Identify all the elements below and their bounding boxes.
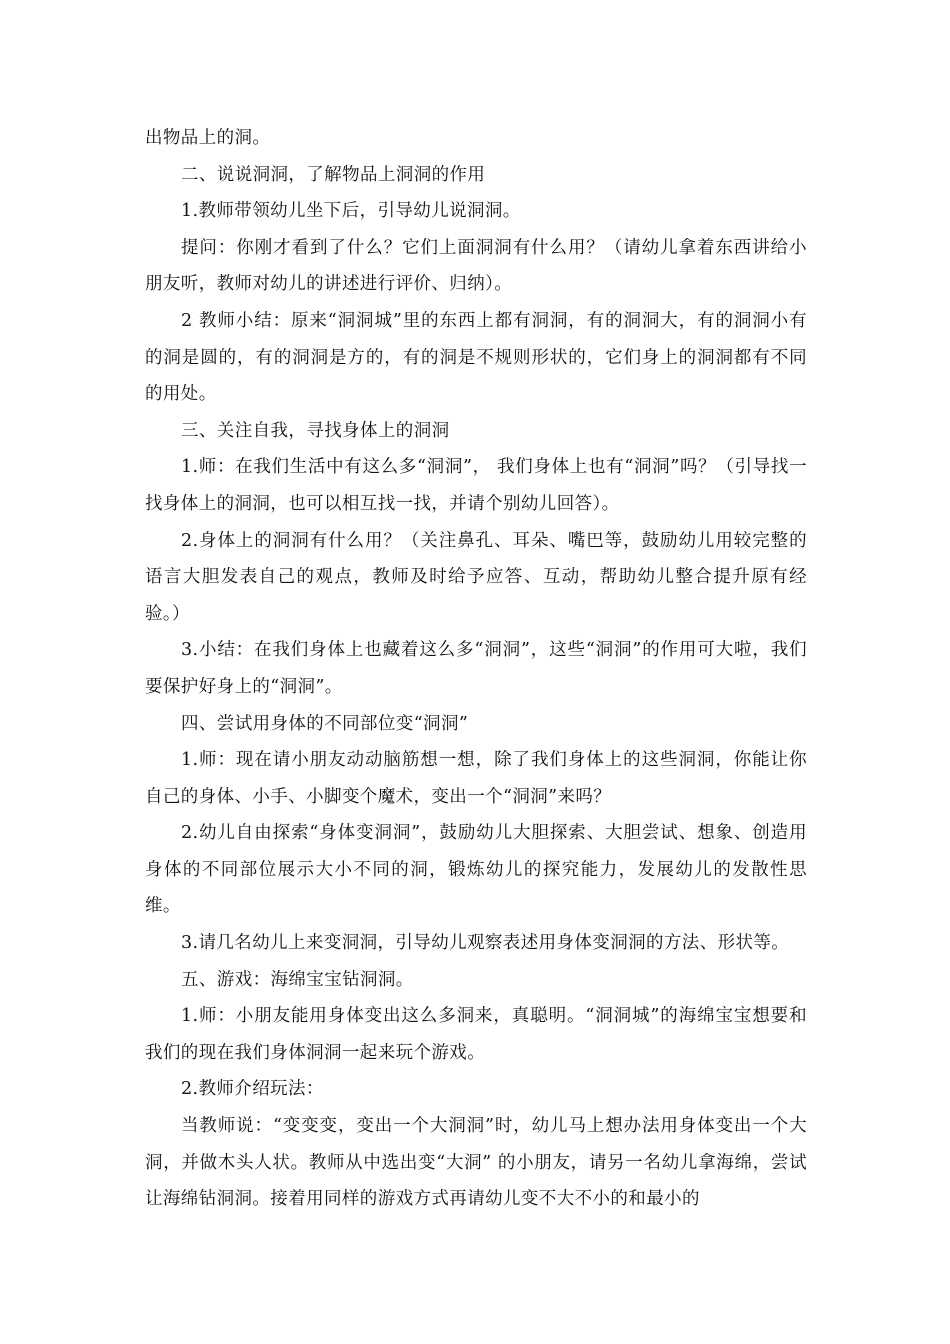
paragraph: 1.教师带领幼儿坐下后，引导幼儿说洞洞。 <box>181 201 521 222</box>
paragraph: 1.师：小朋友能用身体变出这么多洞来，真聪明。“洞洞城”的海绵宝宝想要和我们的现在我们身体洞洞一起来玩个游戏。 <box>145 1006 807 1063</box>
paragraph: 2 教师小结：原来“洞洞城”里的东西上都有洞洞，有的洞洞大，有的洞洞小有的洞是圆的，有的洞洞是方的，有的洞是不规则形状的，它们身上的洞洞都有不同的用处。 <box>145 310 807 405</box>
section-heading-4: 四、尝试用身体的不同部位变“洞洞” <box>181 713 469 734</box>
section-heading-5: 五、游戏：海绵宝宝钻洞洞。 <box>181 969 414 990</box>
paragraph-continuation: 出物品上的洞。 <box>145 128 271 148</box>
paragraph: 3.小结：在我们身体上也藏着这么多“洞洞”，这些“洞洞”的作用可大啦，我们要保护好身上的“洞洞”。 <box>145 640 807 697</box>
document-body <box>145 120 807 1218</box>
paragraph: 3.请几名幼儿上来变洞洞，引导幼儿观察表述用身体变洞洞的方法、形状等。 <box>181 933 790 954</box>
paragraph: 1.师：现在请小朋友动动脑筋想一想，除了我们身体上的这些洞洞，你能让你自己的身体、小手、小脚变个魔术，变出一个“洞洞”来吗？ <box>145 750 807 807</box>
paragraph: 1.师：在我们生活中有这么多“洞洞”， 我们身体上也有“洞洞”吗？（引导找一找身体上的洞洞，也可以相互找一找，并请个别幼儿回答）。 <box>145 457 807 514</box>
paragraph: 提问：你刚才看到了什么？它们上面洞洞有什么用？（请幼儿拿着东西讲给小朋友听，教师对幼儿的讲述进行评价、归纳）。 <box>145 237 807 295</box>
section-heading-2: 二、说说洞洞，了解物品上洞洞的作用 <box>181 164 486 185</box>
paragraph: 当教师说：“变变变，变出一个大洞洞”时，幼儿马上想办法用身体变出一个大洞，并做木头人状。教师从中选出变“大洞” 的小朋友，请另一名幼儿拿海绵，尝试让海绵钻洞洞。接着用同样的游戏方式再请幼儿变不大不小的和最小的 <box>145 1116 807 1210</box>
section-heading-3: 三、关注自我，寻找身体上的洞洞 <box>181 420 450 441</box>
paragraph: 2.幼儿自由探索“身体变洞洞”，鼓励幼儿大胆探索、大胆尝试、想象、创造用身体的不同部位展示大小不同的洞，锻炼幼儿的探究能力，发展幼儿的发散性思维。 <box>145 823 807 917</box>
paragraph: 2.身体上的洞洞有什么用？（关注鼻孔、耳朵、嘴巴等，鼓励幼儿用较完整的语言大胆发表自己的观点，教师及时给予应答、互动，帮助幼儿整合提升原有经验。） <box>145 530 807 624</box>
paragraph: 2.教师介绍玩法： <box>181 1079 324 1100</box>
